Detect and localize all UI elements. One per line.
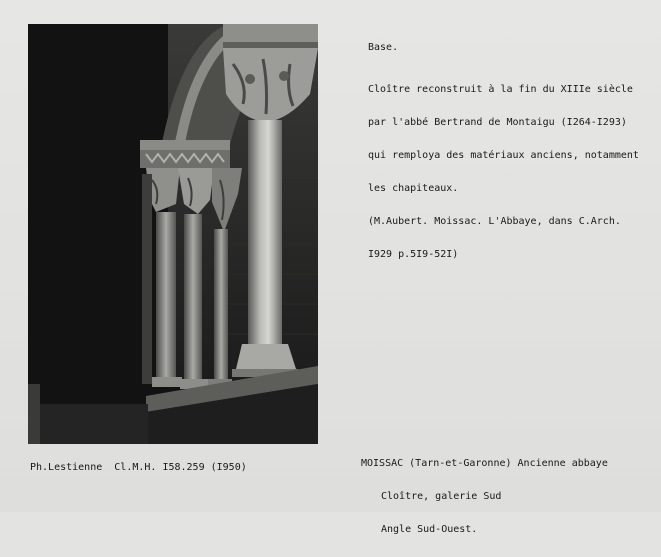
- cloister-photograph: [28, 24, 318, 444]
- description-line: (M.Aubert. Moissac. L'Abbaye, dans C.Arch.: [368, 216, 621, 227]
- description: [368, 62, 639, 282]
- heading: Base.: [368, 42, 399, 53]
- location-line: Cloître, galerie Sud: [381, 491, 502, 502]
- location-caption: [361, 436, 608, 557]
- cloister-columns-image: [28, 24, 318, 444]
- description-line: qui remploya des matériaux anciens, notamment: [368, 150, 639, 161]
- location-line: MOISSAC (Tarn-et-Garonne) Ancienne abbaye: [361, 458, 608, 469]
- photo-credit: Ph.Lestienne Cl.M.H. I58.259 (I950): [30, 462, 247, 473]
- description-line: par l'abbé Bertrand de Montaigu (I264-I293): [368, 117, 627, 128]
- description-line: les chapiteaux.: [368, 183, 459, 194]
- description-line: Cloître reconstruit à la fin du XIIIe siècle: [368, 84, 633, 95]
- description-line: I929 p.5I9-52I): [368, 249, 459, 260]
- location-line: Angle Sud-Ouest.: [381, 524, 478, 535]
